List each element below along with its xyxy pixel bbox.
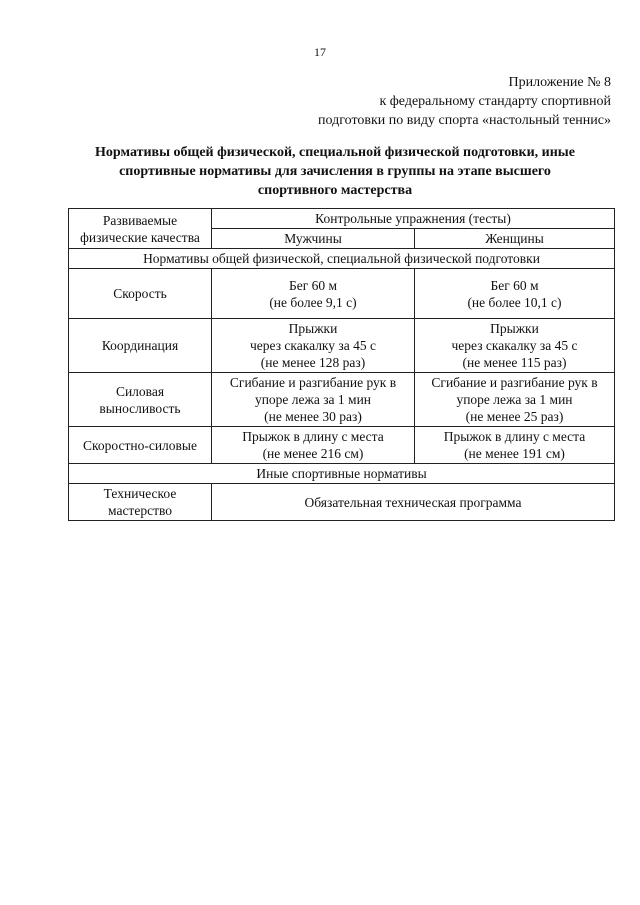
men-norm-cell xyxy=(212,373,415,427)
title-line-2: спортивные нормативы для зачисления в группы на этапе высшего xyxy=(119,164,551,179)
section-row xyxy=(69,249,615,269)
cell-line: Техническое xyxy=(103,486,177,501)
document-title xyxy=(60,143,610,200)
cell-line: через скакалку за 45 с xyxy=(250,338,376,353)
header-women-cell: Женщины xyxy=(415,229,615,249)
cell-line: (не менее 216 см) xyxy=(262,446,364,461)
table-row xyxy=(69,373,615,427)
quality-cell xyxy=(69,269,212,319)
cell-line: Прыжок в длину с места xyxy=(242,429,384,444)
cell-line: через скакалку за 45 с xyxy=(451,338,578,353)
cell-line: упоре лежа за 1 мин xyxy=(456,392,573,407)
cell-line: (не менее 128 раз) xyxy=(260,355,366,370)
table-row xyxy=(69,427,615,464)
cell-line: Бег 60 м xyxy=(288,277,338,293)
cell-line: Сгибание и разгибание рук в xyxy=(229,375,397,390)
header-quality-cell xyxy=(69,209,212,249)
quality-cell xyxy=(69,484,212,521)
standards-table xyxy=(68,208,615,521)
cell-line: Прыжки xyxy=(288,321,338,336)
header-men-cell: Мужчины xyxy=(212,229,415,249)
section-2-title: Иные спортивные нормативы xyxy=(69,464,615,484)
table-header-row xyxy=(69,209,615,229)
cell-line: Скорость xyxy=(113,286,167,301)
section-1-title: Нормативы общей физической, специальной физической подготовки xyxy=(69,249,615,269)
men-norm-cell xyxy=(212,269,415,319)
header-tests-cell: Контрольные упражнения (тесты) xyxy=(212,209,615,229)
quality-cell xyxy=(69,427,212,464)
cell-line: Силовая xyxy=(115,383,165,399)
header-quality-line-2: физические качества xyxy=(80,229,200,245)
cell-line: (не менее 25 раз) xyxy=(465,409,564,424)
cell-line: Координация xyxy=(101,338,179,353)
cell-line: Скоростно-силовые xyxy=(83,437,197,453)
appendix-line-1: Приложение № 8 xyxy=(508,75,611,90)
men-norm-cell xyxy=(212,427,415,464)
cell-line: Сгибание и разгибание рук в xyxy=(431,375,598,390)
table-row xyxy=(69,319,615,373)
section-row xyxy=(69,464,615,484)
cell-line: упоре лежа за 1 мин xyxy=(254,392,372,407)
cell-line: Прыжок в длину с места xyxy=(443,429,586,444)
cell-line: (не менее 191 см) xyxy=(464,446,565,461)
cell-line: мастерство xyxy=(108,503,172,518)
cell-line: Прыжки xyxy=(490,321,539,336)
cell-line: Бег 60 м xyxy=(490,277,539,293)
table-row xyxy=(69,269,615,319)
standards-table-container xyxy=(68,208,615,521)
quality-cell xyxy=(69,373,212,427)
appendix-line-2: к федеральному стандарту спортивной xyxy=(379,94,611,109)
cell-line: (не менее 115 раз) xyxy=(462,355,567,370)
women-norm-cell xyxy=(415,319,615,373)
title-line-1: Нормативы общей физической, специальной физической подготовки, иные xyxy=(95,145,575,160)
women-norm-cell xyxy=(415,427,615,464)
cell-line: (не более 10,1 с) xyxy=(467,294,562,310)
appendix-line-3: подготовки по виду спорта «настольный теннис» xyxy=(318,113,611,128)
women-norm-cell xyxy=(415,373,615,427)
tech-program-cell: Обязательная техническая программа xyxy=(212,484,615,521)
cell-line: выносливость xyxy=(99,400,181,416)
table-row xyxy=(69,484,615,521)
appendix-header xyxy=(318,73,611,130)
header-quality-line-1: Развиваемые xyxy=(102,212,178,228)
women-norm-cell xyxy=(415,269,615,319)
title-line-3: спортивного мастерства xyxy=(257,183,413,198)
quality-cell xyxy=(69,319,212,373)
men-norm-cell xyxy=(212,319,415,373)
cell-line: (не менее 30 раз) xyxy=(264,409,362,424)
page-number: 17 xyxy=(314,45,326,59)
cell-line: (не более 9,1 с) xyxy=(269,294,357,310)
